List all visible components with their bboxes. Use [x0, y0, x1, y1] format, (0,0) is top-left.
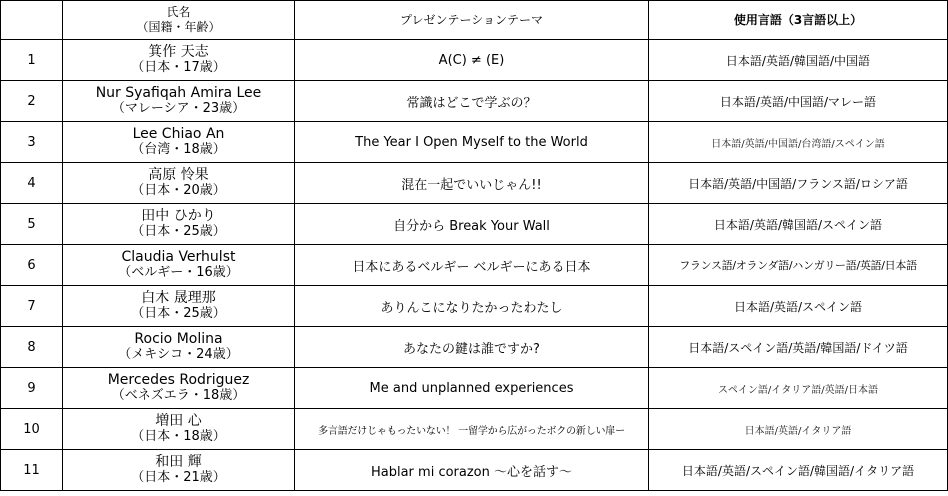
participant-name: 白木 晟理那	[141, 290, 216, 306]
participant-origin: （台湾・18歳）	[131, 142, 226, 157]
participant-name: Rocio Molina	[134, 331, 223, 347]
participant-name-cell	[63, 81, 295, 122]
participant-origin: （日本・25歳）	[131, 306, 226, 321]
participant-name-cell	[63, 40, 295, 81]
participant-name-cell	[63, 286, 295, 327]
languages-used: 日本語/英語/中国語/フランス語/ロシア語	[649, 163, 948, 204]
presentation-theme: 混在一起でいいじゃん!!	[295, 163, 649, 204]
header-name-label: 氏名	[166, 5, 191, 19]
languages-used: 日本語/スペイン語/英語/韓国語/ドイツ語	[649, 327, 948, 368]
participant-origin: （日本・17歳）	[131, 60, 226, 75]
row-number: 9	[1, 368, 63, 409]
header-name-sub: （国籍・年齢）	[136, 20, 221, 34]
languages-used: 日本語/英語/スペイン語/韓国語/イタリア語	[649, 450, 948, 491]
row-number: 1	[1, 40, 63, 81]
participant-origin: （マレーシア・23歳）	[111, 101, 246, 116]
participant-name: Mercedes Rodriguez	[107, 372, 250, 388]
row-number: 10	[1, 409, 63, 450]
participant-name-cell	[63, 245, 295, 286]
table-row	[1, 409, 948, 450]
row-number: 3	[1, 122, 63, 163]
presentation-theme: 多言語だけじゃもったいない！ 一留学から広がったボクの新しい扉ー	[295, 409, 649, 450]
languages-used: 日本語/英語/韓国語/スペイン語	[649, 204, 948, 245]
presentation-theme: ありんこになりたかったわたし	[295, 286, 649, 327]
participant-name-cell	[63, 409, 295, 450]
languages-used: 日本語/英語/中国語/台湾語/スペイン語	[649, 122, 948, 163]
header-number	[1, 1, 63, 40]
row-number: 8	[1, 327, 63, 368]
participant-name-cell	[63, 327, 295, 368]
row-number: 5	[1, 204, 63, 245]
participant-name: 和田 輝	[155, 454, 202, 470]
table-row	[1, 204, 948, 245]
participant-origin: （ベネズエラ・18歳）	[111, 388, 246, 403]
participant-name: 田中 ひかり	[141, 208, 216, 224]
participant-origin: （日本・18歳）	[131, 429, 226, 444]
presentation-theme: 常識はどこで学ぶの？	[295, 81, 649, 122]
table-row	[1, 368, 948, 409]
header-theme: プレゼンテーションテーマ	[295, 1, 649, 40]
table-row	[1, 327, 948, 368]
row-number: 2	[1, 81, 63, 122]
table-row	[1, 286, 948, 327]
participant-name-cell	[63, 204, 295, 245]
table-row	[1, 40, 948, 81]
presentation-theme: A(C) ≠ (E)	[295, 40, 649, 81]
row-number: 7	[1, 286, 63, 327]
table-row	[1, 450, 948, 491]
participant-name-cell	[63, 368, 295, 409]
languages-used: スペイン語/イタリア語/英語/日本語	[649, 368, 948, 409]
presentation-theme: あなたの鍵は誰ですか?	[295, 327, 649, 368]
participant-origin: （日本・25歳）	[131, 224, 226, 239]
participant-name: Lee Chiao An	[132, 126, 225, 142]
presentation-theme: 日本にあるベルギー ベルギーにある日本	[295, 245, 649, 286]
row-number: 6	[1, 245, 63, 286]
row-number: 4	[1, 163, 63, 204]
languages-used: 日本語/英語/スペイン語	[649, 286, 948, 327]
participant-origin: （日本・21歳）	[131, 470, 226, 485]
presentation-theme: Hablar mi corazon ～心を話す～	[295, 450, 649, 491]
table-row	[1, 81, 948, 122]
languages-used: 日本語/英語/イタリア語	[649, 409, 948, 450]
row-number: 11	[1, 450, 63, 491]
languages-used: 日本語/英語/中国語/マレー語	[649, 81, 948, 122]
table-row	[1, 122, 948, 163]
participant-name: 増田 心	[155, 413, 202, 429]
presentation-theme: The Year I Open Myself to the World	[295, 122, 649, 163]
table-row	[1, 163, 948, 204]
participant-origin: （メキシコ・24歳）	[118, 347, 239, 362]
presentation-theme: 自分から Break Your Wall	[295, 204, 649, 245]
participant-origin: （日本・20歳）	[131, 183, 226, 198]
participant-name-cell	[63, 122, 295, 163]
participant-name: Nur Syafiqah Amira Lee	[95, 85, 262, 101]
participant-name-cell	[63, 163, 295, 204]
languages-used: フランス語/オランダ語/ハンガリー語/英語/日本語	[649, 245, 948, 286]
header-name	[63, 1, 295, 40]
header-row	[1, 1, 948, 40]
languages-used: 日本語/英語/韓国語/中国語	[649, 40, 948, 81]
participant-name: Claudia Verhulst	[121, 249, 236, 265]
participant-origin: （ベルギー・16歳）	[118, 265, 239, 280]
participant-name-cell	[63, 450, 295, 491]
header-languages: 使用言語（3言語以上）	[649, 1, 948, 40]
participant-name: 箕作 天志	[148, 44, 209, 60]
table-row	[1, 245, 948, 286]
participant-name: 高原 怜果	[148, 167, 209, 183]
presentation-theme: Me and unplanned experiences	[295, 368, 649, 409]
